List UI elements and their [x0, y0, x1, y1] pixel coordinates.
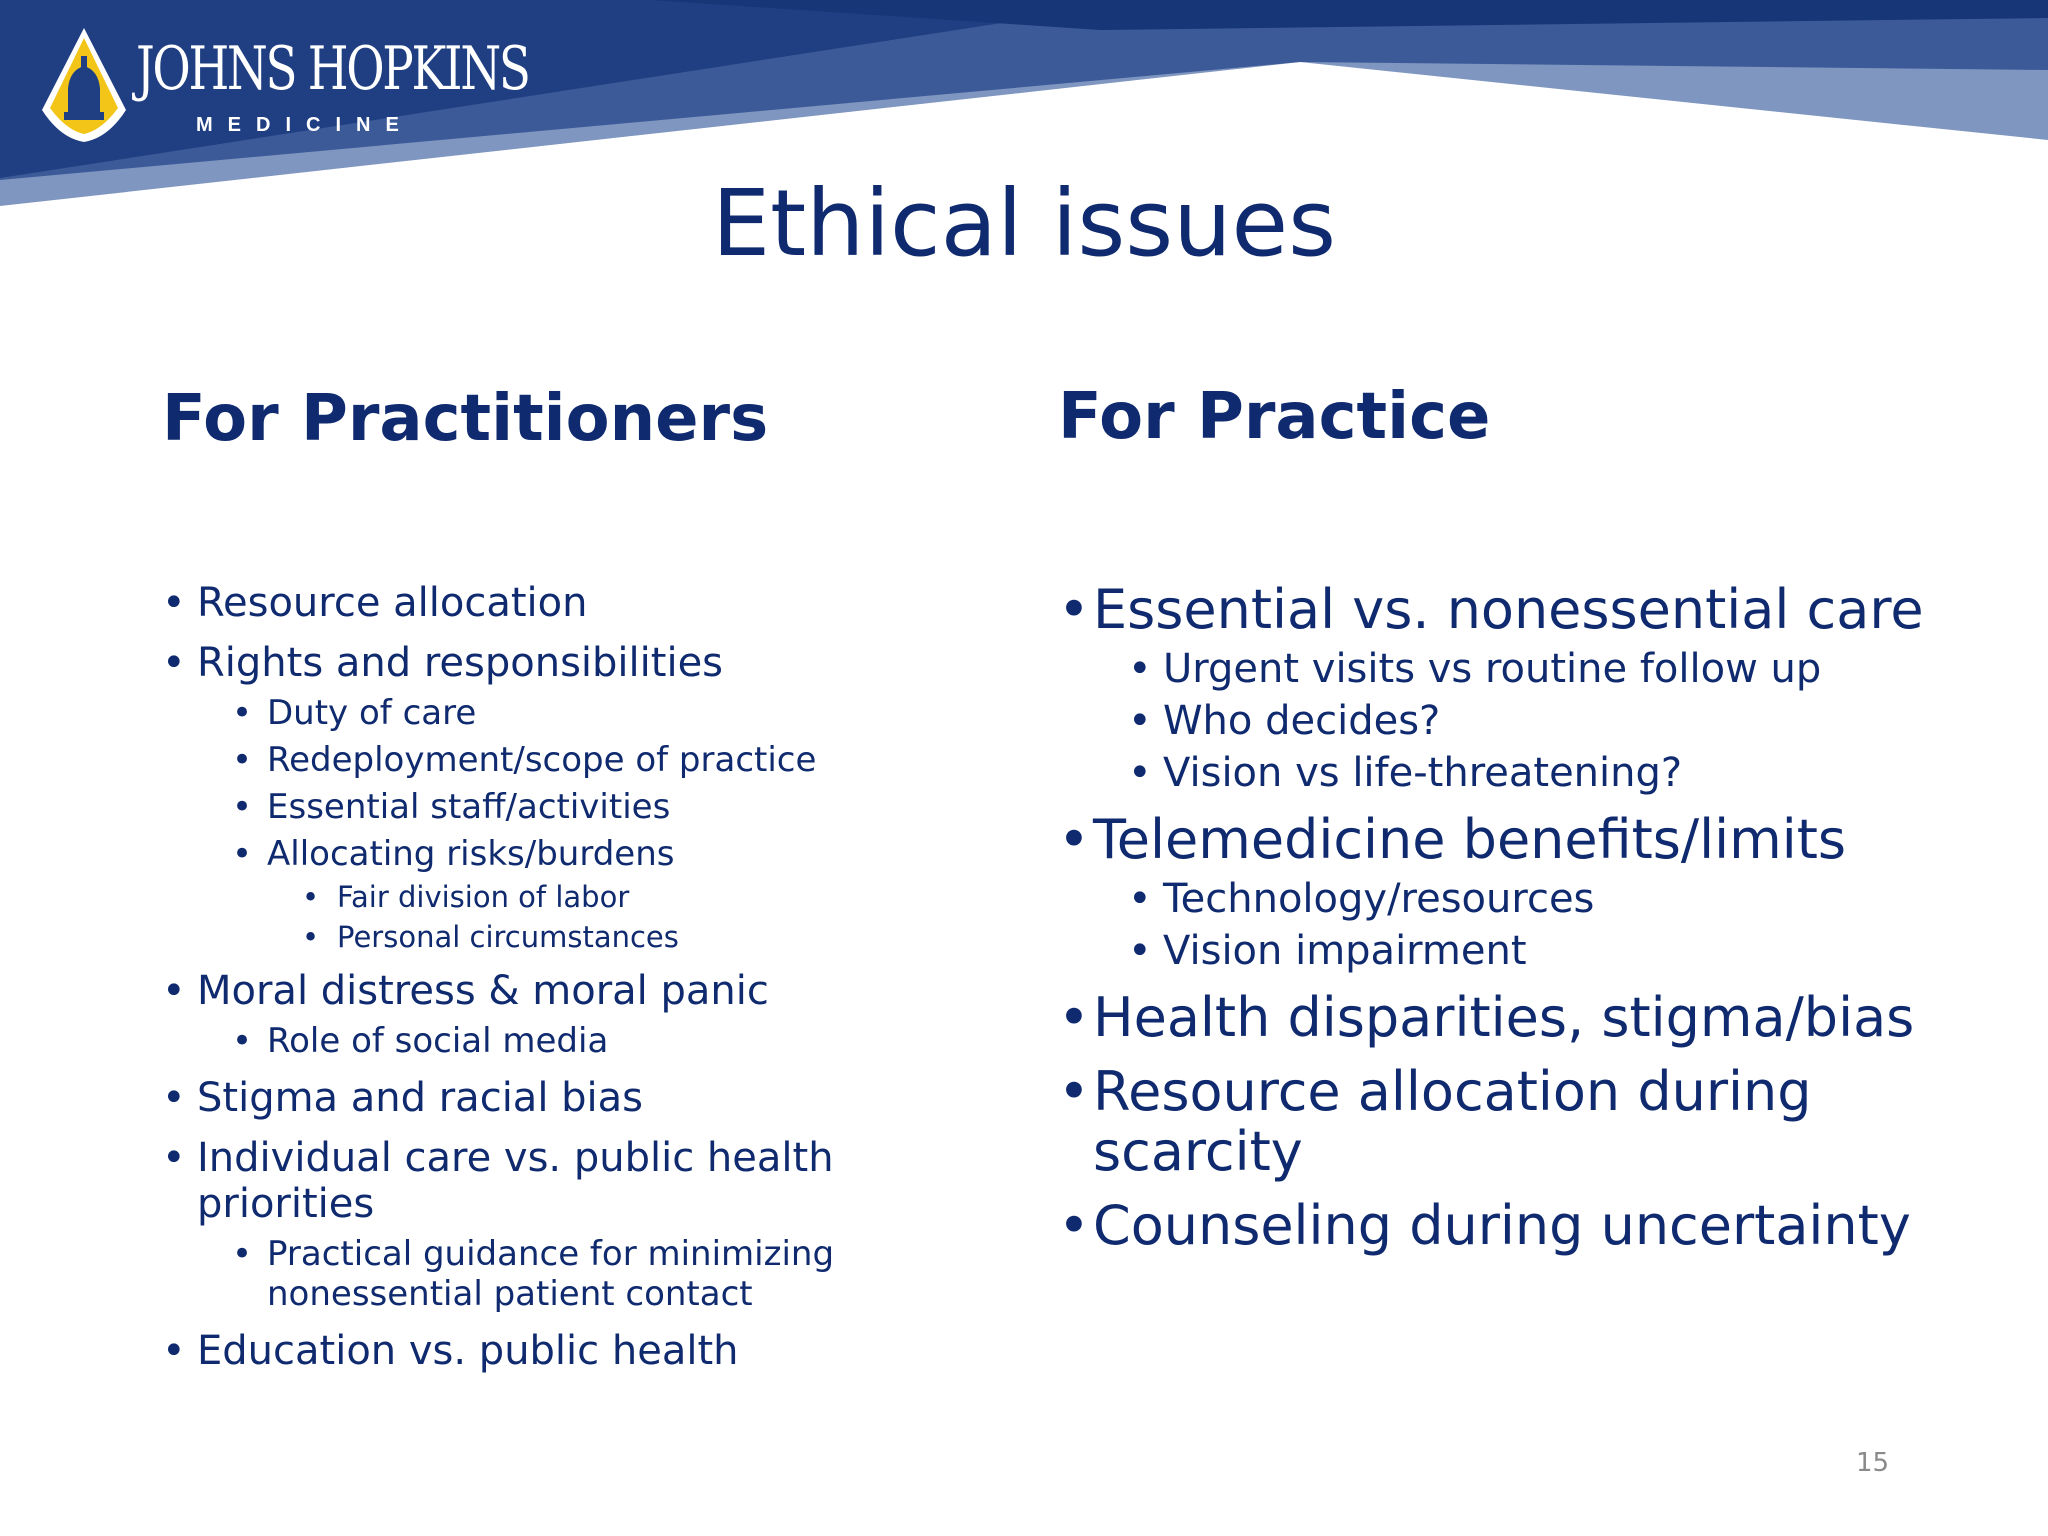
logo-wordmark: JOHNS HOPKINS — [136, 34, 529, 104]
list-item: • Vision impairment — [1128, 928, 1527, 974]
list-item: • Resource allocation — [162, 580, 588, 626]
list-item: • Rights and responsibilities — [162, 640, 724, 686]
bullet-icon: • — [162, 640, 186, 686]
bullet-icon: • — [1128, 646, 1152, 692]
left-column-heading: For Practitioners — [162, 382, 769, 456]
bullet-icon: • — [1058, 578, 1090, 641]
list-item: • Moral distress & moral panic — [162, 968, 769, 1014]
practitioners-bullet-list — [162, 566, 862, 1374]
list-item: • Resource allocation during scarcity — [1058, 1060, 1812, 1183]
slide-number: 15 — [1856, 1448, 1890, 1478]
list-item: • Essential vs. nonessential care — [1058, 578, 1924, 641]
shield-icon — [38, 26, 130, 144]
bullet-icon: • — [162, 968, 186, 1014]
list-item: • Essential staff/activities — [232, 787, 671, 827]
bullet-icon: • — [1058, 1194, 1090, 1257]
list-item: • Urgent visits vs routine follow up — [1128, 646, 1822, 692]
bullet-icon: • — [162, 1135, 186, 1181]
bullet-icon: • — [1128, 876, 1152, 922]
bullet-icon: • — [1128, 928, 1152, 974]
bullet-icon: • — [232, 1234, 253, 1274]
bullet-icon: • — [302, 880, 320, 914]
list-item: • Allocating risks/burdens — [232, 834, 675, 874]
list-item: • Stigma and racial bias — [162, 1075, 643, 1121]
bullet-icon: • — [162, 580, 186, 626]
list-item: • Fair division of labor — [302, 880, 630, 914]
bullet-icon: • — [162, 1075, 186, 1121]
bullet-icon: • — [232, 740, 253, 780]
list-item: • Health disparities, stigma/bias — [1058, 986, 1915, 1049]
list-item: • Who decides? — [1128, 698, 1441, 744]
list-item: • Technology/resources — [1128, 876, 1595, 922]
bullet-icon: • — [232, 834, 253, 874]
list-item: • Role of social media — [232, 1021, 609, 1061]
list-item: • Telemedicine benefits/limits — [1058, 808, 1847, 871]
johns-hopkins-logo — [38, 26, 529, 146]
bullet-icon: • — [1058, 986, 1090, 1049]
slide-title: Ethical issues — [711, 170, 1337, 277]
list-item: • Redeployment/scope of practice — [232, 740, 817, 780]
list-item: • Personal circumstances — [302, 920, 679, 954]
list-item: • Practical guidance for minimizing nonessential patient contact — [232, 1234, 835, 1314]
bullet-icon: • — [1058, 1060, 1090, 1123]
list-item: • Individual care vs. public health priorities — [162, 1135, 834, 1227]
practice-bullet-list — [1058, 566, 1958, 1256]
bullet-icon: • — [1128, 750, 1152, 796]
bullet-icon: • — [232, 693, 253, 733]
bullet-icon: • — [162, 1328, 186, 1374]
bullet-icon: • — [1128, 698, 1152, 744]
list-item: • Education vs. public health — [162, 1328, 739, 1374]
bullet-icon: • — [232, 1021, 253, 1061]
logo-subtitle: MEDICINE — [196, 114, 414, 136]
list-item: • Vision vs life-threatening? — [1128, 750, 1683, 796]
bullet-icon: • — [302, 920, 320, 954]
list-item: • Duty of care — [232, 693, 477, 733]
bullet-icon: • — [1058, 808, 1090, 871]
bullet-icon: • — [232, 787, 253, 827]
right-column-heading: For Practice — [1058, 380, 1491, 454]
list-item: • Counseling during uncertainty — [1058, 1194, 1911, 1257]
